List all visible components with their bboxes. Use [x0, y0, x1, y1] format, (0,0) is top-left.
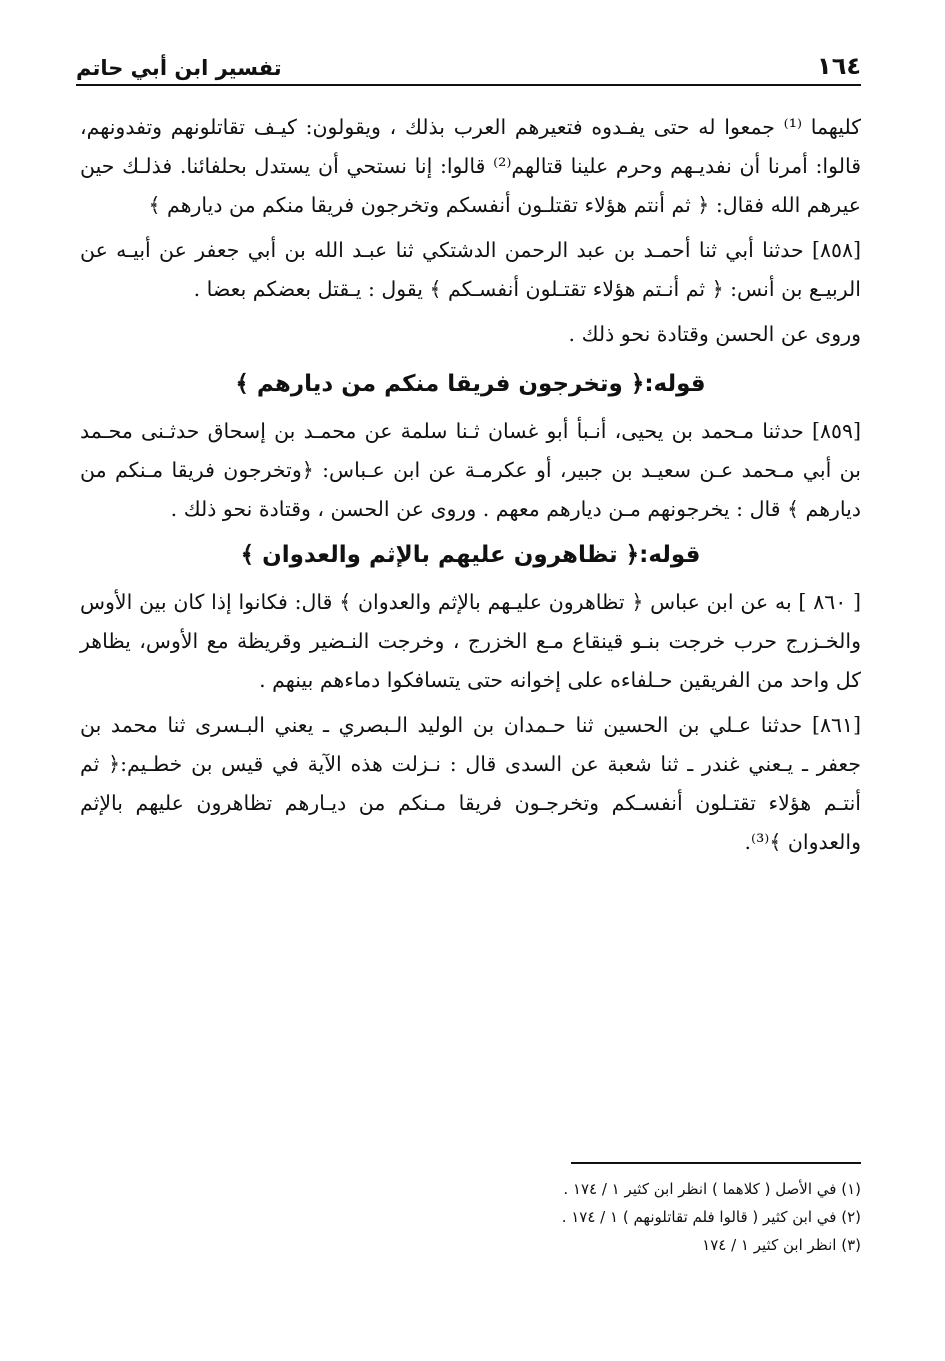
- running-header: [76, 36, 861, 86]
- footnote-2: (٢) في ابن كثير ( قالوا فلم تقاتلونهم ) ١ / ١٧٤ .: [561, 1208, 861, 1226]
- paragraph-859: [٨٥٩] حدثنا مـحمد بن يحيى، أنـبأ أبو غسان ثـنا سلمة عن محمـد بن إسحاق حدثـنى محـمد بن أبي مـحمد عـن سعيـد بن جبير، أو عكرمـة عن ابن عـباس: ﴿وتخرجون فريقا مـنكم من ديارهم ﴾ قال : يخرجونهم مـن ديارهم معهم . وروى عن الحسن ، وقتادة نحو ذلك .: [80, 419, 861, 521]
- running-title: تفسير ابن أبي حاتم: [76, 56, 282, 80]
- paragraph-continuation: كليهما ⁽¹⁾ جمعوا له حتى يفـدوه فتعيرهم العرب بذلك ، ويقولون: كيـف تقاتلونهم وتفدونهم، قالوا: أمرنا أن نفديـهم وحرم علينا قتالهم⁽²⁾ قالوا: إنا نستحي أن يستدل بحلفائنا. فذلـك حين عيرهم الله فقال: ﴿ ثم أنتم هؤلاء تقتلـون أنفسكم وتخرجون فريقا منكم من ديارهم ﴾: [80, 115, 861, 217]
- paragraph-858: [٨٥٨] حدثنا أبي ثنا أحمـد بن عبد الرحمن الدشتكي ثنا عبـد الله بن أبي جعفر عن أبيـه عن الربيـع بن أنس: ﴿ ثم أنـتم هؤلاء تقتـلون أنفسـكم ﴾ يقول : يـقتل بعضكم بعضا .: [80, 238, 861, 301]
- footnote-3: (٣) انظر ابن كثير ١ / ١٧٤: [702, 1236, 861, 1254]
- main-text: [80, 108, 861, 868]
- section-heading-2: قوله:﴿ تظاهرون عليهم بالإثم والعدوان ﴾: [240, 542, 701, 568]
- paragraph-860: [ ٨٦٠ ] به عن ابن عباس ﴿ تظاهرون عليـهم بالإثم والعدوان ﴾ قال: فكانوا إذا كان بين الأوس والخـزرج حرب خرجت بنـو قينقاع مـع الخزرج ، وخرجت النـضير وقريظة مع الأوس، يظاهر كل واحد من الفريقين حـلفاءه على إخوانه حتى يتسافكوا دماءهم بينهم .: [80, 590, 862, 692]
- footnotes: [80, 1175, 861, 1259]
- footnote-divider: [571, 1162, 861, 1164]
- paragraph-861: [٨٦١] حدثنا عـلي بن الحسين ثنا حـمدان بن الوليد الـبصري ـ يعني البـسرى ثنا محمد بن جعفر ـ يـعني غندر ـ ثنا شعبة عن السدى قال : نـزلت هذه الآية في قيس بن خطـيم:﴿ ثم أنتـم هؤلاء تقتـلون أنفسـكم وتخرجـون فريقا مـنكم من ديـارهم تظاهرون عليهم بالإثم والعدوان ﴾⁽³⁾.: [80, 713, 861, 854]
- section-heading-1: قوله:﴿ وتخرجون فريقا منكم من ديارهم ﴾: [235, 371, 706, 397]
- paragraph-narration-note: وروى عن الحسن وقتادة نحو ذلك .: [568, 322, 861, 346]
- footnote-1: (١) في الأصل ( كلاهما ) انظر ابن كثير ١ / ١٧٤ .: [563, 1180, 861, 1198]
- page-number: ١٦٤: [817, 52, 861, 80]
